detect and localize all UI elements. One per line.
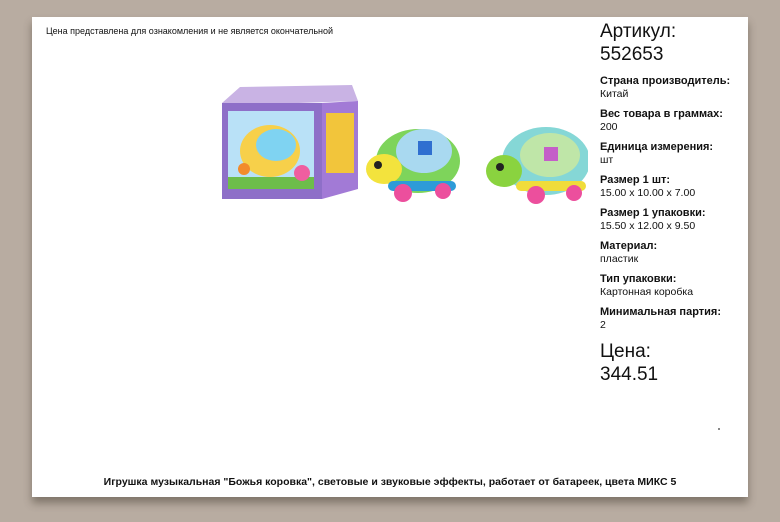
spec-item bbox=[600, 207, 746, 233]
spec-value: 15.00 x 10.00 x 7.00 bbox=[600, 187, 696, 199]
spec-item bbox=[600, 174, 746, 200]
product-photo bbox=[218, 81, 588, 209]
price-value: 344.51 bbox=[600, 364, 659, 385]
spec-item bbox=[600, 75, 746, 101]
toy-ladybug-1 bbox=[366, 129, 460, 202]
spec-label: Страна производитель: bbox=[600, 75, 731, 87]
spec-value: Китай bbox=[600, 88, 629, 100]
spec-item bbox=[600, 273, 746, 299]
spec-label: Размер 1 шт: bbox=[600, 174, 671, 186]
toy-box-image bbox=[222, 85, 358, 199]
product-title: Игрушка музыкальная "Божья коровка", световые и звуковые эффекты, работает от батареек, цвета МИКС 5 bbox=[103, 476, 677, 488]
toy-ladybug-2 bbox=[486, 127, 588, 204]
spec-value: шт bbox=[600, 154, 614, 166]
spec-value: пластик bbox=[600, 253, 639, 265]
article-label: Артикул: bbox=[600, 21, 677, 42]
article-value: 552653 bbox=[600, 44, 664, 65]
spec-value: Картонная коробка bbox=[600, 286, 694, 298]
spec-list bbox=[600, 75, 746, 339]
price-disclaimer: Цена представлена для ознакомления и не является окончательной bbox=[46, 26, 334, 36]
spec-item bbox=[600, 240, 746, 266]
price-label: Цена: bbox=[600, 341, 651, 362]
spec-label: Тип упаковки: bbox=[600, 273, 677, 285]
spec-value: 2 bbox=[600, 319, 606, 331]
dot-mark bbox=[718, 428, 720, 430]
spec-value: 200 bbox=[600, 121, 618, 133]
spec-label: Материал: bbox=[600, 240, 658, 252]
spec-item bbox=[600, 108, 746, 134]
spec-value: 15.50 x 12.00 x 9.50 bbox=[600, 220, 696, 232]
spec-item bbox=[600, 306, 746, 332]
product-sheet bbox=[32, 17, 748, 497]
spec-label: Вес товара в граммах: bbox=[600, 108, 723, 120]
spec-label: Минимальная партия: bbox=[600, 306, 721, 318]
spec-label: Размер 1 упаковки: bbox=[600, 207, 706, 219]
spec-item bbox=[600, 141, 746, 167]
spec-label: Единица измерения: bbox=[600, 141, 714, 153]
